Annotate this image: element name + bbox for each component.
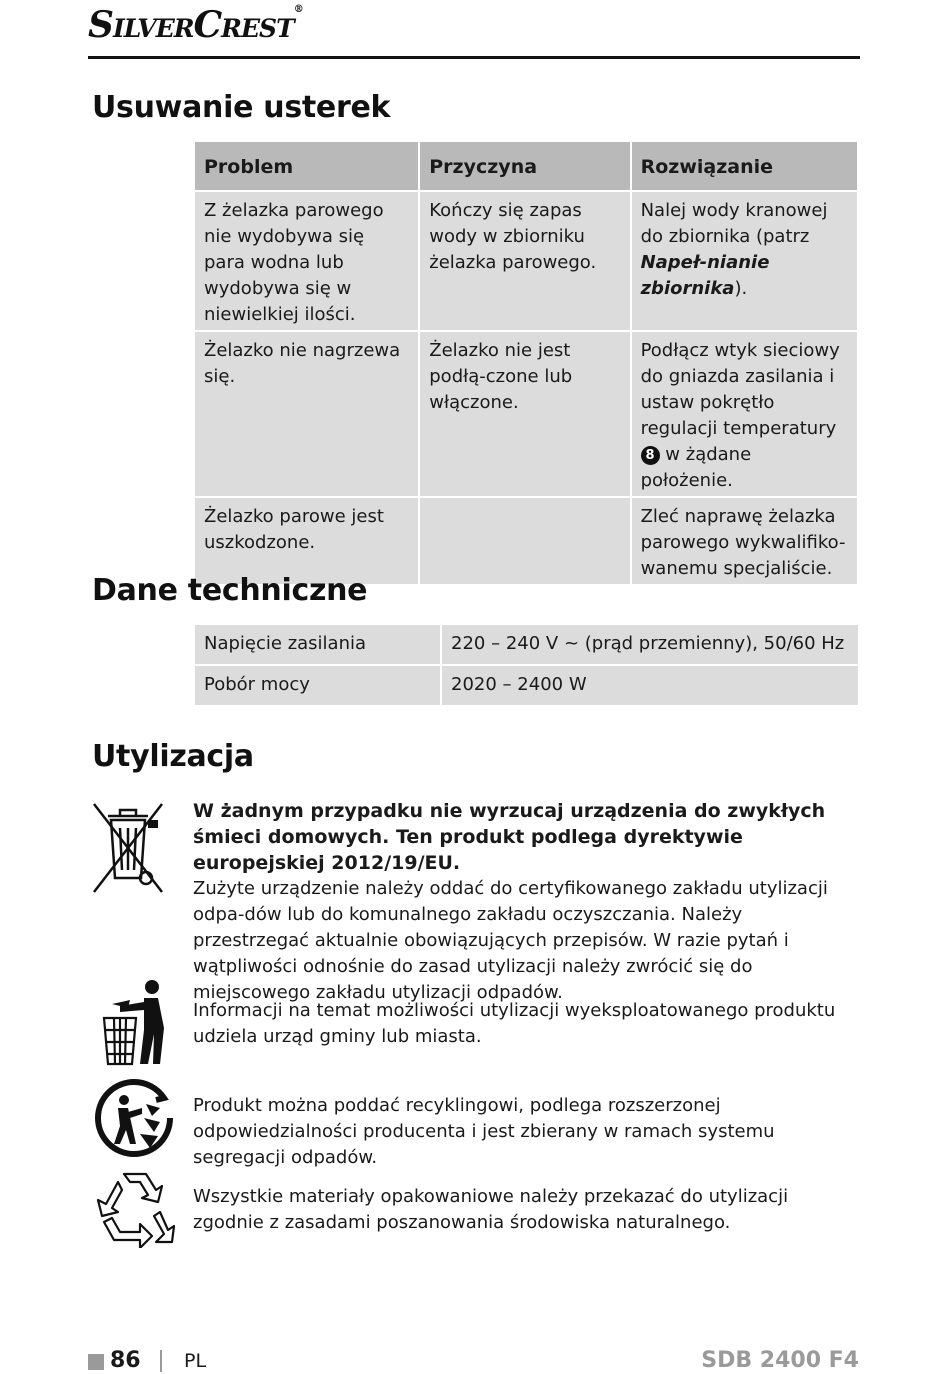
section-title-disposal: Utylizacja — [92, 739, 254, 774]
cause-cell: Żelazko nie jest podłą-czone lub włączone. — [420, 332, 629, 496]
model-number: SDB 2400 F4 — [701, 1348, 859, 1373]
header-rule — [88, 56, 860, 59]
brand-logo: SilverCrest® — [88, 4, 303, 46]
section-reference: Napeł-nianie zbiornika — [640, 252, 770, 299]
disposal-warning: W żadnym przypadku nie wyrzucaj urządzenia do zwykłych śmieci domowych. Ten produkt podlega dyrektywie europejskiej 2012/19/EU. — [193, 800, 826, 874]
language-code: PL — [184, 1350, 207, 1372]
column-header-problem: Problem — [195, 142, 418, 190]
cause-cell: Kończy się zapas wody w zbiorniku żelazka parowego. — [420, 192, 629, 330]
column-header-cause: Przyczyna — [420, 142, 629, 190]
disposal-text: Produkt można poddać recyklingowi, podlega rozszerzonej odpowiedzialności producenta i jest zbierany w ramach systemu segregacji odpadów. — [193, 1095, 775, 1168]
column-header-solution: Rozwiązanie — [632, 142, 857, 190]
recycling-icon — [94, 1168, 178, 1248]
solution-cell: Podłącz wtyk sieciowy do gniazda zasilania i ustaw pokrętło regulacji temperatury 8 w żądane położenie. — [632, 332, 857, 496]
table-row — [195, 498, 857, 584]
table-header-row — [195, 142, 857, 190]
spec-label: Pobór mocy — [195, 666, 440, 705]
table-row — [195, 192, 857, 330]
specs-table — [193, 623, 860, 707]
table-row — [195, 666, 858, 705]
problem-cell: Żelazko nie nagrzewa się. — [195, 332, 418, 496]
disposal-text: Wszystkie materiały opakowaniowe należy przekazać do utylizacji zgodnie z zasadami poszanowania środowiska naturalnego. — [193, 1186, 789, 1233]
solution-cell: Nalej wody kranowej do zbiornika (patrz Napeł-nianie zbiornika). — [632, 192, 857, 330]
crossed-bin-icon — [90, 800, 166, 896]
disposal-text: Informacji na temat możliwości utylizacji wyeksploatowanego produktu udziela urząd gminy lub miasta. — [193, 1000, 836, 1047]
spec-label: Napięcie zasilania — [195, 625, 440, 664]
troubleshooting-table — [193, 140, 859, 586]
spec-value: 2020 – 2400 W — [442, 666, 858, 705]
section-title-specs: Dane techniczne — [92, 573, 368, 608]
disposal-item — [193, 1093, 861, 1171]
table-row — [195, 332, 857, 496]
triman-icon — [94, 1078, 176, 1158]
disposal-text: Zużyte urządzenie należy oddać do certyfikowanego zakładu utylizacji odpa-dów lub do komunalnego zakładu oczyszczania. Należy przestrzegać aktualnie obowiązujących przepisów. W razie pytań i wątpliwości odnośnie do zasad utylizacji należy zwrócić się do miejscowego zakładu utylizacji odpadów. — [193, 878, 828, 1003]
table-row — [195, 625, 858, 664]
disposal-item — [193, 1184, 861, 1236]
page-number: 86 — [110, 1348, 141, 1373]
cause-cell — [420, 498, 629, 584]
footer-divider — [160, 1350, 162, 1372]
section-title-troubleshooting: Usuwanie usterek — [92, 90, 391, 125]
spec-value: 220 – 240 V ~ (prąd przemienny), 50/60 Hz — [442, 625, 858, 664]
disposal-item — [193, 798, 861, 1006]
solution-cell: Zleć naprawę żelazka parowego wykwalifiko-wanemu specjaliście. — [632, 498, 857, 584]
tidyman-icon — [100, 978, 172, 1066]
page-marker-icon — [88, 1354, 104, 1370]
disposal-item — [193, 998, 861, 1050]
part-number-badge: 8 — [641, 446, 660, 465]
problem-cell: Z żelazka parowego nie wydobywa się para wodna lub wydobywa się w niewielkiej ilości. — [195, 192, 418, 330]
problem-cell: Żelazko parowe jest uszkodzone. — [195, 498, 418, 584]
